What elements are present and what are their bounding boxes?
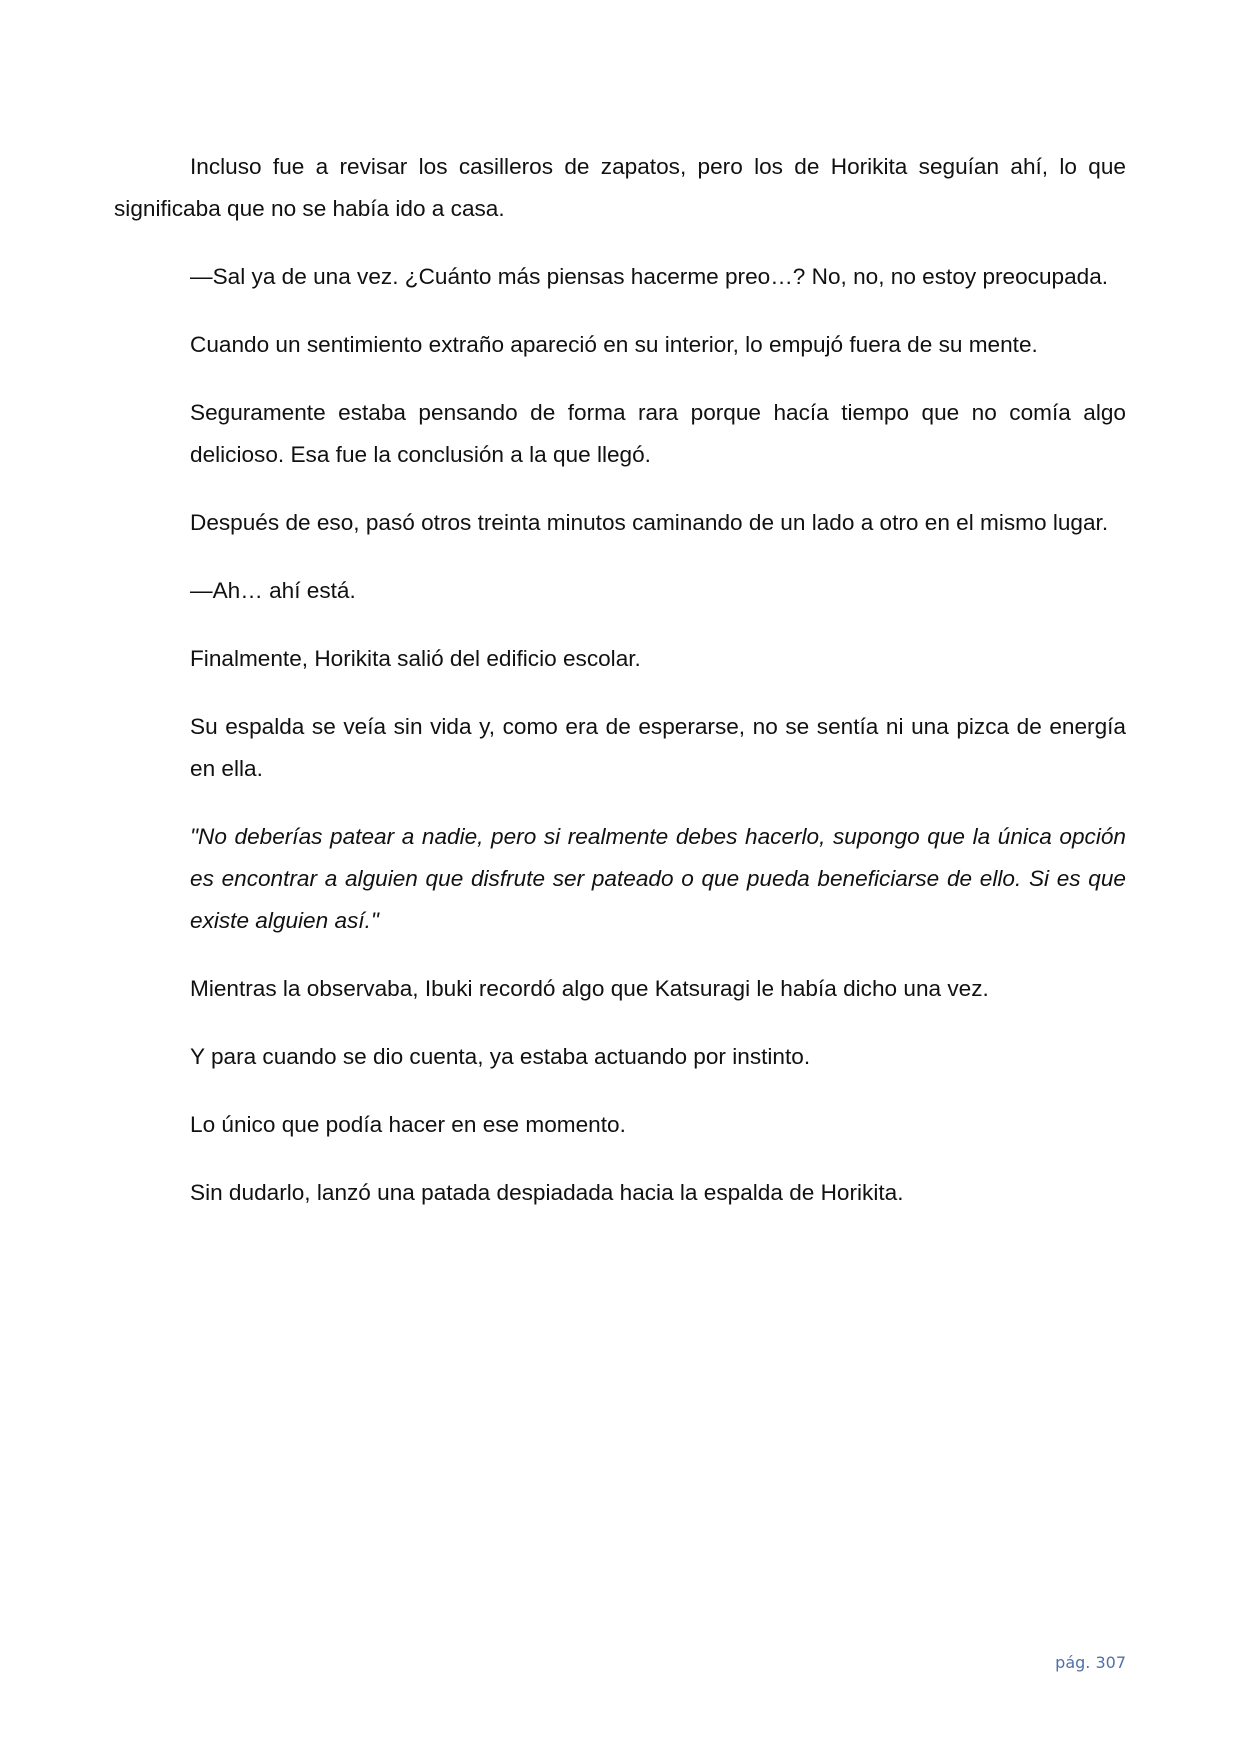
paragraph: Finalmente, Horikita salió del edificio escolar. (190, 646, 641, 671)
italic-quote-paragraph: "No deberías patear a nadie, pero si realmente debes hacerlo, supongo que la única opción es encontrar a alguien que disfrute ser pateado o que pueda beneficiarse de ello. Si es que existe alguien así." (190, 824, 1126, 933)
paragraph: —Sal ya de una vez. ¿Cuánto más piensas hacerme preo…? No, no, no estoy preocupada. (190, 264, 1109, 289)
body-text (114, 146, 1126, 1240)
page-number: pág. 307 (1055, 1653, 1126, 1672)
paragraph: Sin dudarlo, lanzó una patada despiadada hacia la espalda de Horikita. (190, 1180, 904, 1205)
paragraph: Y para cuando se dio cuenta, ya estaba actuando por instinto. (190, 1044, 811, 1069)
paragraph: Seguramente estaba pensando de forma rara porque hacía tiempo que no comía algo delicioso. Esa fue la conclusión a la que llegó. (190, 400, 1126, 467)
paragraph: Después de eso, pasó otros treinta minutos caminando de un lado a otro en el mismo lugar. (190, 510, 1109, 535)
paragraph: Lo único que podía hacer en ese momento. (190, 1112, 626, 1137)
paragraph: Incluso fue a revisar los casilleros de zapatos, pero los de Horikita seguían ahí, lo que significaba que no se había ido a casa. (114, 154, 1126, 221)
paragraph: Cuando un sentimiento extraño apareció en su interior, lo empujó fuera de su mente. (190, 332, 1038, 357)
paragraph: —Ah… ahí está. (190, 578, 356, 603)
paragraph: Su espalda se veía sin vida y, como era de esperarse, no se sentía ni una pizca de energía en ella. (190, 714, 1126, 781)
paragraph: Mientras la observaba, Ibuki recordó algo que Katsuragi le había dicho una vez. (190, 976, 989, 1001)
